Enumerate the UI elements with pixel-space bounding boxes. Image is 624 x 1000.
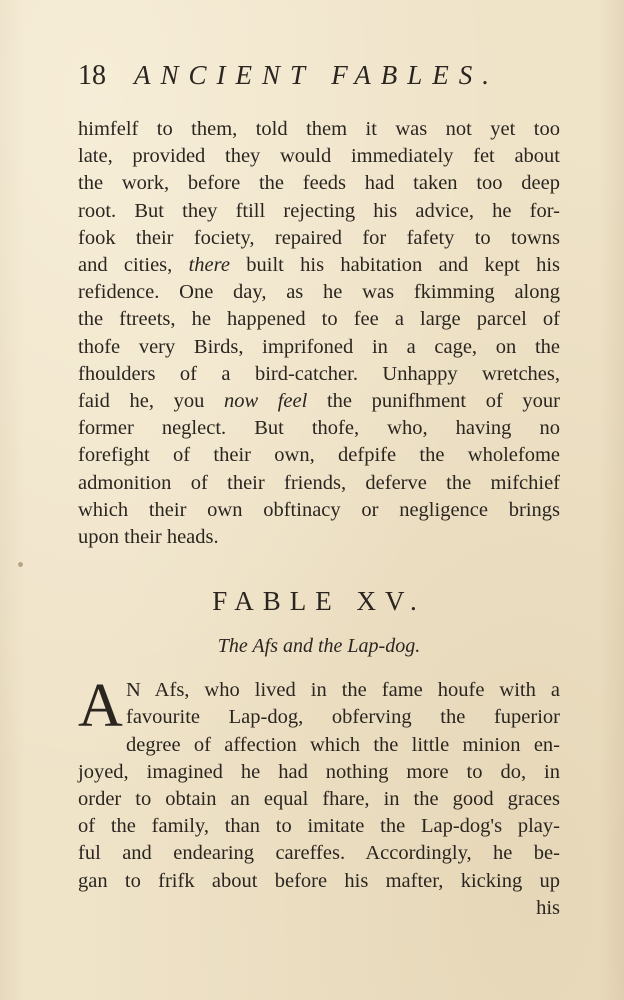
text-line: root. But they ftill rejecting his advice, he for- xyxy=(78,199,560,222)
text-line xyxy=(78,252,560,279)
book-page xyxy=(78,60,560,922)
text-line: forefight of their own, defpife the wholefome xyxy=(78,444,560,467)
text-line: refidence. One day, as he was fkimming along xyxy=(78,281,560,304)
fable-paragraph xyxy=(78,672,560,922)
running-head xyxy=(78,60,560,104)
page-number: 18 xyxy=(78,60,106,91)
drop-cap: A xyxy=(78,672,123,741)
running-title: ANCIENT FABLES. xyxy=(134,60,500,90)
text-line: of the family, than to imitate the Lap-dog's play- xyxy=(78,815,560,838)
text-line: former neglect. But thofe, who, having no xyxy=(78,417,560,440)
text-line xyxy=(78,388,560,415)
text-fragment: faid he, you xyxy=(78,390,224,413)
text-line: favourite Lap-dog, obferving the fuperior xyxy=(126,706,560,729)
italic-phrase: now feel xyxy=(223,390,308,413)
fable-subtitle: The Afs and the Lap-dog. xyxy=(217,635,421,658)
text-line: upon their heads. xyxy=(78,526,219,549)
text-line: N Afs, who lived in the fame houfe with a xyxy=(126,679,560,702)
text-line: degree of affection which the little minion en- xyxy=(126,733,560,756)
fable-heading: FABLE XV. xyxy=(212,586,426,617)
text-line: fook their fociety, repaired for fafety to towns xyxy=(78,226,560,249)
text-line: admonition of their friends, deferve the mifchief xyxy=(78,471,560,494)
text-line: the ftreets, he happened to fee a large parcel of xyxy=(78,308,560,331)
text-fragment: and cities, xyxy=(78,254,189,277)
text-line: the work, before the feeds had taken too deep xyxy=(78,172,560,195)
text-line: joyed, imagined he had nothing more to do, in xyxy=(78,760,560,783)
text-line: which their own obftinacy or negligence brings xyxy=(78,498,560,521)
continuation-paragraph xyxy=(78,116,560,551)
text-line: fhoulders of a bird-catcher. Unhappy wretches, xyxy=(78,362,560,385)
text-line: late, provided they would immediately fet about xyxy=(78,145,560,168)
text-line: ful and endearing careffes. Accordingly, he be- xyxy=(78,842,560,865)
catchword: his xyxy=(536,896,560,919)
margin-mark xyxy=(18,562,23,567)
text-line: himfelf to them, told them it was not yet too xyxy=(78,118,560,140)
text-fragment: the punifhment of your xyxy=(307,390,560,413)
text-line: thofe very Birds, imprifoned in a cage, on the xyxy=(78,335,560,358)
text-fragment: built his habitation and kept his xyxy=(229,254,560,277)
text-line: order to obtain an equal fhare, in the good graces xyxy=(78,788,560,811)
text-line: gan to frifk about before his mafter, kicking up xyxy=(78,869,560,892)
italic-word: there xyxy=(188,254,230,277)
